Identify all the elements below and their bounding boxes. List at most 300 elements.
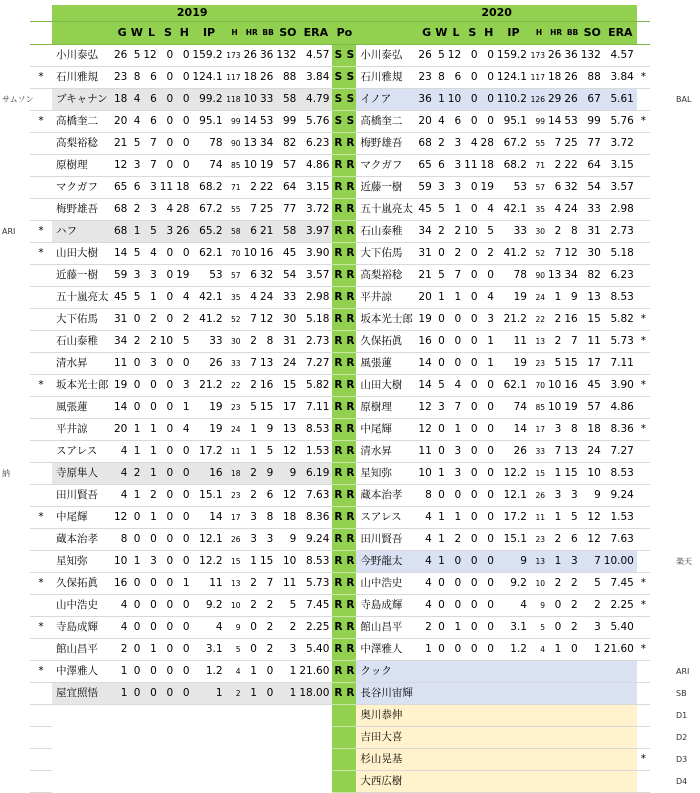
stat-left: 0	[176, 243, 192, 265]
stat-right: 0	[435, 617, 448, 639]
stat-left: 0	[130, 683, 143, 705]
stat-left: 36	[260, 45, 276, 67]
stat-right: 59	[418, 177, 434, 199]
stat-left: 5	[143, 221, 159, 243]
lefty-mark-right: *	[637, 331, 650, 353]
stat-left: 1	[130, 485, 143, 507]
stat-right	[497, 771, 530, 793]
stat-left: 1	[143, 507, 159, 529]
stat-left: 10	[276, 551, 299, 573]
stat-left: 159.2	[193, 45, 226, 67]
stat-left: 0	[176, 529, 192, 551]
stat-left: 15	[260, 551, 276, 573]
stat-right: 22	[564, 155, 580, 177]
pitcher-name-right: 吉田大喜	[356, 727, 418, 749]
stat-right: 25	[564, 133, 580, 155]
lefty-mark-left	[30, 485, 52, 507]
position-right: R	[344, 221, 356, 243]
stat-left: 6	[244, 265, 260, 287]
stat-right: 67.2	[497, 133, 530, 155]
stat-left: 0	[260, 661, 276, 683]
lefty-mark-left: *	[30, 573, 52, 595]
lefty-mark-right	[637, 265, 650, 287]
transfer-note-right: D3	[676, 754, 688, 764]
spacer	[637, 22, 650, 45]
table-row	[30, 331, 650, 353]
stat-right: 4.86	[604, 397, 637, 419]
pitcher-name-right: 大下佑馬	[356, 243, 418, 265]
stat-left: 7.45	[299, 595, 332, 617]
lefty-mark-left	[30, 441, 52, 463]
stat-right: 1	[448, 419, 464, 441]
stat-right: 32	[564, 177, 580, 199]
stat-left: 33	[193, 331, 226, 353]
table-row	[30, 243, 650, 265]
table-row	[30, 133, 650, 155]
stat-left: 6.23	[299, 133, 332, 155]
stat-left: 11	[276, 573, 299, 595]
lefty-mark-right	[637, 727, 650, 749]
stat-left: 3.97	[299, 221, 332, 243]
lefty-mark-left	[30, 749, 52, 771]
stat-right: 117	[530, 67, 548, 89]
stat-right	[530, 727, 548, 749]
stat-left: 2	[244, 331, 260, 353]
stat-left: 12	[276, 485, 299, 507]
stat-right: 0	[435, 639, 448, 661]
stat-right	[497, 683, 530, 705]
lefty-mark-left	[30, 463, 52, 485]
pitcher-name-left: 山中浩史	[52, 595, 114, 617]
pitcher-name-left: 高橋奎二	[52, 111, 114, 133]
header-h-left: H	[226, 22, 244, 45]
position-left: R	[332, 177, 344, 199]
stat-right: 23	[530, 529, 548, 551]
stat-left: 11	[226, 441, 244, 463]
stat-left: 30	[276, 309, 299, 331]
stat-left: 0	[160, 397, 176, 419]
stat-left: 5	[226, 639, 244, 661]
stat-left: 19	[260, 155, 276, 177]
stat-right: 62.1	[497, 375, 530, 397]
position-right: R	[344, 243, 356, 265]
stat-right: 23	[418, 67, 434, 89]
stat-right: 99	[530, 111, 548, 133]
position-right: R	[344, 353, 356, 375]
stat-left: 1	[130, 441, 143, 463]
header-w-right: W	[435, 22, 448, 45]
stat-right: 0	[464, 573, 480, 595]
pitcher-name-right: 今野龍太	[356, 551, 418, 573]
stat-left: 3.15	[299, 177, 332, 199]
lefty-mark-left	[30, 595, 52, 617]
position-left	[332, 771, 344, 793]
lefty-mark-right: *	[637, 375, 650, 397]
lefty-mark-right	[637, 221, 650, 243]
stat-right: 18	[481, 155, 497, 177]
lefty-mark-right	[637, 177, 650, 199]
stat-right: 30	[581, 243, 604, 265]
stat-left: 0	[244, 639, 260, 661]
stat-left: 21.2	[193, 375, 226, 397]
stat-left: 2	[260, 639, 276, 661]
stat-left: 99	[226, 111, 244, 133]
position-right: R	[344, 419, 356, 441]
stat-left: 7.63	[299, 485, 332, 507]
stat-left: 5	[130, 133, 143, 155]
stat-left: 23	[226, 485, 244, 507]
lefty-mark-left: *	[30, 221, 52, 243]
stat-right	[435, 749, 448, 771]
position-right: R	[344, 287, 356, 309]
stat-right: 53	[564, 111, 580, 133]
stat-left: 9	[226, 617, 244, 639]
stat-left: 13	[226, 573, 244, 595]
lefty-mark-left	[30, 155, 52, 177]
stat-right: 4	[418, 595, 434, 617]
stat-left: 22	[260, 177, 276, 199]
stat-left: 0	[160, 573, 176, 595]
stat-right: 8	[435, 67, 448, 89]
stat-right: 159.2	[497, 45, 530, 67]
stat-right: 2	[548, 529, 564, 551]
stat-left: 1	[143, 287, 159, 309]
stat-left: 3	[143, 353, 159, 375]
stat-left: 15	[260, 397, 276, 419]
stat-left: 16	[193, 463, 226, 485]
position-right	[344, 727, 356, 749]
stat-left: 2	[114, 639, 130, 661]
stat-left: 4	[193, 617, 226, 639]
stat-right: 57	[530, 177, 548, 199]
lefty-mark-left	[30, 683, 52, 705]
stat-right: 0	[481, 419, 497, 441]
stat-right: 0	[464, 507, 480, 529]
pitcher-name-right: 長谷川宙輝	[356, 683, 418, 705]
stat-left: 0	[160, 111, 176, 133]
pitcher-name-left: 中尾輝	[52, 507, 114, 529]
stat-left: 33	[226, 353, 244, 375]
table-row	[30, 595, 650, 617]
position-left: R	[332, 661, 344, 683]
stat-right: 0	[435, 485, 448, 507]
pitcher-name-left: ブキャナン	[52, 89, 114, 111]
stat-right: 6	[435, 155, 448, 177]
pitcher-name-right: 高梨裕稔	[356, 265, 418, 287]
stat-left: 18	[114, 89, 130, 111]
stat-right: 10	[530, 573, 548, 595]
stat-right	[564, 683, 580, 705]
lefty-mark-right: *	[637, 67, 650, 89]
stat-left: 15	[226, 551, 244, 573]
stat-left: 1	[176, 573, 192, 595]
stat-right: 35	[530, 199, 548, 221]
position-right	[344, 771, 356, 793]
stat-right: 5	[564, 507, 580, 529]
stat-left: 65	[114, 177, 130, 199]
stat-right	[497, 727, 530, 749]
stat-right: 17	[581, 353, 604, 375]
pitcher-name-right: 小川泰弘	[356, 45, 418, 67]
stat-right: 70	[530, 375, 548, 397]
stat-left: 4	[114, 595, 130, 617]
stat-left: 31	[276, 331, 299, 353]
stat-right: 57	[581, 397, 604, 419]
stat-right: 3.15	[604, 155, 637, 177]
stat-right: 18	[581, 419, 604, 441]
stat-left: 5.18	[299, 309, 332, 331]
table-row	[30, 177, 650, 199]
stat-left: 18	[226, 463, 244, 485]
stat-right: 26	[564, 89, 580, 111]
position-right	[344, 749, 356, 771]
table-row	[30, 463, 650, 485]
pitcher-name-right: 蔵本治孝	[356, 485, 418, 507]
stat-left: 0	[160, 287, 176, 309]
header-g-right: G	[418, 22, 434, 45]
stat-right: 0	[481, 111, 497, 133]
stat-right	[581, 771, 604, 793]
stat-left: 3.72	[299, 199, 332, 221]
lefty-mark-right: *	[637, 639, 650, 661]
stat-left: 99	[276, 111, 299, 133]
stat-right: 31	[418, 243, 434, 265]
stat-left: 4	[114, 463, 130, 485]
stat-left: 5.76	[299, 111, 332, 133]
stat-left: 99.2	[193, 89, 226, 111]
stat-left: 22	[226, 375, 244, 397]
stat-right: 7	[448, 265, 464, 287]
position-right: R	[344, 507, 356, 529]
stat-right: 9	[497, 551, 530, 573]
lefty-mark-left	[30, 309, 52, 331]
stat-left: 2	[176, 309, 192, 331]
pitcher-name-right: クック	[356, 661, 418, 683]
stat-left: 0	[130, 595, 143, 617]
stat-right: 8	[418, 485, 434, 507]
stat-right: 28	[481, 133, 497, 155]
stat-right	[464, 727, 480, 749]
stat-left: 16	[260, 243, 276, 265]
stat-right: 71	[530, 155, 548, 177]
stat-right: 0	[464, 45, 480, 67]
stat-left: 4	[176, 287, 192, 309]
stat-left: 3	[143, 265, 159, 287]
stat-right: 1.2	[497, 639, 530, 661]
stat-left: 1	[276, 683, 299, 705]
stat-right: 0	[481, 639, 497, 661]
stat-left: 12	[114, 155, 130, 177]
header-h-right: H	[530, 22, 548, 45]
stat-left: 8	[114, 529, 130, 551]
stat-right: 0	[464, 397, 480, 419]
stat-left: 11	[193, 573, 226, 595]
stat-left: 2	[143, 331, 159, 353]
stat-left: 2	[244, 485, 260, 507]
stat-right: 3	[548, 485, 564, 507]
stat-right: 0	[448, 353, 464, 375]
stat-left: 4	[130, 111, 143, 133]
stat-right	[448, 683, 464, 705]
stat-left: 7	[143, 155, 159, 177]
stat-left: 68.2	[193, 177, 226, 199]
stat-right: 55	[530, 133, 548, 155]
stat-left: 9.2	[193, 595, 226, 617]
stat-right: 3.57	[604, 177, 637, 199]
stat-left: 0	[160, 45, 176, 67]
lefty-mark-left	[30, 199, 52, 221]
position-left: R	[332, 309, 344, 331]
position-right: R	[344, 463, 356, 485]
stat-left: 5	[130, 287, 143, 309]
position-left: R	[332, 639, 344, 661]
empty-left	[52, 771, 332, 793]
stat-left: 20	[114, 111, 130, 133]
stat-right: 5	[435, 199, 448, 221]
stat-left: 0	[160, 89, 176, 111]
stat-right	[604, 661, 637, 683]
stat-left: 0	[143, 375, 159, 397]
stat-right: 7	[548, 243, 564, 265]
stat-left: 12.2	[193, 551, 226, 573]
stat-right: 13	[564, 441, 580, 463]
table-row	[30, 485, 650, 507]
stat-right	[464, 683, 480, 705]
position-right: R	[344, 265, 356, 287]
stat-right: 0	[481, 441, 497, 463]
stat-right: 8.53	[604, 287, 637, 309]
stat-right: 24	[530, 287, 548, 309]
stat-right: 82	[581, 265, 604, 287]
stat-left: 0	[160, 485, 176, 507]
stat-right: 11	[497, 331, 530, 353]
header-s-right: S	[464, 22, 480, 45]
stat-right: 33	[497, 221, 530, 243]
stat-right: 20	[418, 111, 434, 133]
stat-left: 18	[244, 67, 260, 89]
stat-right: 0	[481, 507, 497, 529]
stat-right: 4	[448, 375, 464, 397]
stat-left: 1	[114, 683, 130, 705]
stat-left: 6	[130, 177, 143, 199]
table-row	[30, 705, 650, 727]
stat-left: 3	[130, 155, 143, 177]
stat-right: 19	[497, 287, 530, 309]
stat-left: 1	[143, 419, 159, 441]
stat-left: 58	[276, 221, 299, 243]
stat-right: 0	[435, 573, 448, 595]
stat-right: 0	[464, 551, 480, 573]
stat-right: 34	[418, 221, 434, 243]
stat-right: 12.1	[497, 485, 530, 507]
stat-left: 1.53	[299, 441, 332, 463]
table-row	[30, 221, 650, 243]
stat-right: 0	[481, 529, 497, 551]
stat-right: 1	[548, 551, 564, 573]
stat-right: 3.1	[497, 617, 530, 639]
stat-right	[497, 749, 530, 771]
stat-right: 5.76	[604, 111, 637, 133]
stat-right: 6.23	[604, 265, 637, 287]
stat-right: 3.84	[604, 67, 637, 89]
stat-right: 4	[418, 551, 434, 573]
stat-left: 5	[176, 331, 192, 353]
position-right: R	[344, 595, 356, 617]
stat-right: 0	[464, 529, 480, 551]
stat-right: 0	[464, 199, 480, 221]
stat-left: 3	[176, 375, 192, 397]
stat-right: 24	[581, 441, 604, 463]
lefty-mark-left	[30, 331, 52, 353]
stat-left: 2	[244, 375, 260, 397]
position-left: R	[332, 441, 344, 463]
stat-left: 41.2	[193, 309, 226, 331]
transfer-note-right: BAL	[676, 94, 692, 104]
stat-right: 0	[481, 45, 497, 67]
stat-left: 74	[193, 155, 226, 177]
stat-left: 3.90	[299, 243, 332, 265]
stat-left: 2	[130, 463, 143, 485]
stat-left: 65.2	[193, 221, 226, 243]
stat-left: 10	[244, 89, 260, 111]
header-name-right	[356, 22, 418, 45]
stat-right: 45	[418, 199, 434, 221]
stat-right: 5	[530, 617, 548, 639]
stat-right: 1	[448, 617, 464, 639]
stat-left: 1	[244, 551, 260, 573]
lefty-mark-left	[30, 419, 52, 441]
stat-left: 0	[176, 111, 192, 133]
stat-left: 5	[130, 243, 143, 265]
lefty-mark-right: *	[637, 595, 650, 617]
stat-right: 15	[530, 463, 548, 485]
stat-right: 2.73	[604, 221, 637, 243]
stat-left: 0	[176, 683, 192, 705]
stat-left: 0	[160, 639, 176, 661]
stat-left: 8	[130, 67, 143, 89]
position-left: R	[332, 331, 344, 353]
stat-left: 7	[244, 309, 260, 331]
stat-left: 2	[244, 595, 260, 617]
pitcher-name-left: 平井諒	[52, 419, 114, 441]
stat-right: 0	[464, 309, 480, 331]
stat-left: 0	[160, 375, 176, 397]
stat-right	[497, 661, 530, 683]
position-right: R	[344, 573, 356, 595]
stat-left: 3	[143, 551, 159, 573]
stat-left: 52	[226, 309, 244, 331]
stat-left: 1	[193, 683, 226, 705]
stat-right: 31	[581, 221, 604, 243]
stat-left: 2	[130, 199, 143, 221]
lefty-mark-right: *	[637, 309, 650, 331]
stat-right: 0	[464, 177, 480, 199]
stat-left: 0	[130, 661, 143, 683]
pitcher-name-right: 館山昌平	[356, 617, 418, 639]
stat-right: 13	[581, 287, 604, 309]
stat-right: 5.73	[604, 331, 637, 353]
position-left: R	[332, 199, 344, 221]
stat-right: 0	[481, 573, 497, 595]
stat-right: 4	[481, 287, 497, 309]
lefty-mark-left	[30, 353, 52, 375]
stat-left: 13	[276, 419, 299, 441]
lefty-mark-left	[30, 529, 52, 551]
position-left	[332, 705, 344, 727]
stat-left: 0	[260, 683, 276, 705]
stat-right: 99	[581, 111, 604, 133]
stat-left: 11	[160, 177, 176, 199]
